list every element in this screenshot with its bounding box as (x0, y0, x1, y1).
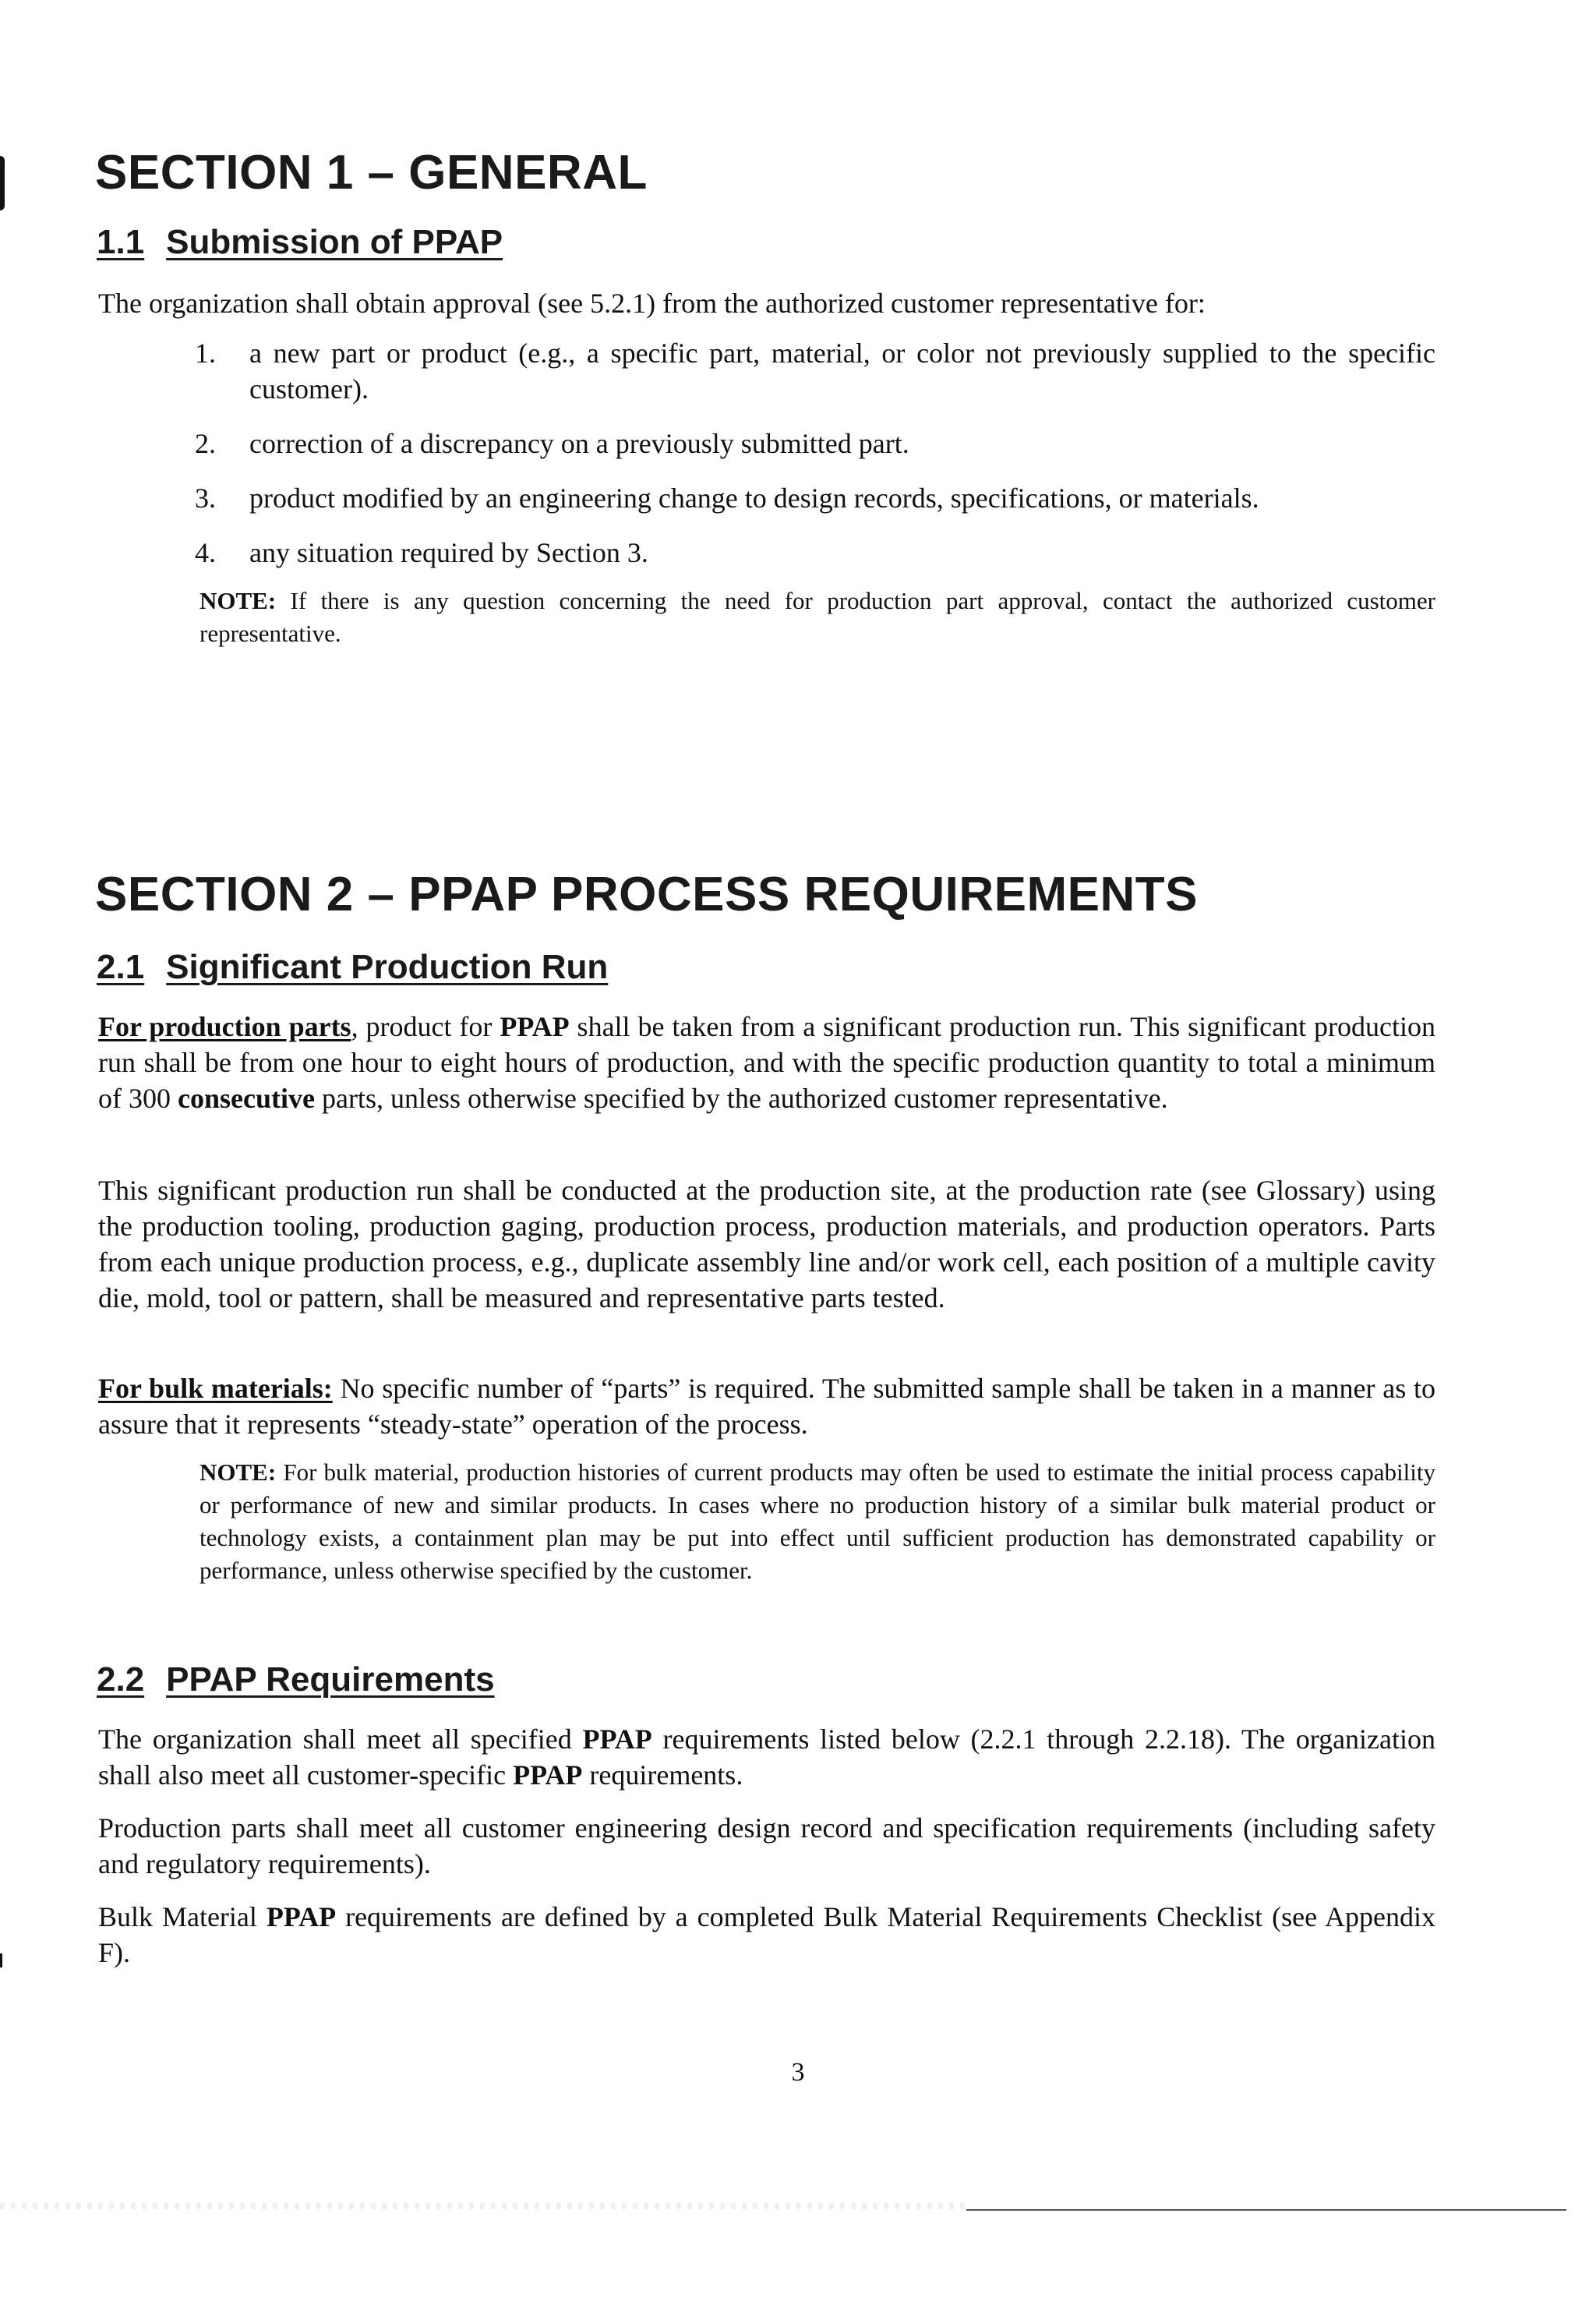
subsection-title: Significant Production Run (166, 948, 609, 986)
production-run-paragraph: This significant production run shall be conducted at the production site, at the production rate (see Glossary) using the production tooling, production gaging, production process, production materials, and production operators. Parts from each unique production process, e.g., duplicate assembly line and/or work cell, each position of a multiple cavity die, mold, tool or pattern, shall be measured and representative parts tested. (98, 1175, 1435, 1313)
section-1-heading: SECTION 1 – GENERAL (95, 146, 648, 200)
list-item: 2. correction of a discrepancy on a previously submitted part. (195, 428, 909, 459)
list-item: 3. product modified by an engineering change to design records, specifications, or materials. (195, 483, 1259, 514)
section-2-note: NOTE: For bulk material, production histories of current products may often be used to estimate the initial process capability or performance of new and similar products. In cases where no production history of a similar bulk material product or technology exists, a containment plan may be put into effect until sufficient production has demonstrated capability or performance, unless otherwise specified by the customer. (200, 1458, 1435, 1584)
scan-hole-mark (0, 156, 5, 210)
subsection-number: 1.1 (97, 223, 145, 261)
subsection-title: Submission of PPAP (166, 223, 503, 261)
note-label: NOTE: (200, 1458, 277, 1486)
submission-list (195, 335, 1435, 589)
subsection-title: PPAP Requirements (166, 1660, 495, 1699)
section-2-heading: SECTION 2 – PPAP PROCESS REQUIREMENTS (95, 868, 1198, 921)
footer-rule (966, 2209, 1566, 2211)
bulk-materials-paragraph: For bulk materials: No specific number of “parts” is required. The submitted sample shall be taken in a manner as to assure that it represents “steady-state” operation of the process. (98, 1373, 1435, 1440)
subsection-2-2-heading (97, 1660, 495, 1699)
list-item: 4. any situation required by Section 3. (195, 537, 648, 568)
section-1-intro: The organization shall obtain approval (see 5.2.1) from the authorized customer representative for: (98, 288, 1206, 319)
section-1-note: NOTE: If there is any question concerning the need for production part approval, contact the authorized customer representative. (200, 587, 1435, 647)
page-number: 3 (791, 2058, 805, 2087)
note-label: NOTE: (200, 587, 277, 614)
production-parts-requirements-paragraph: Production parts shall meet all customer engineering design record and specification requirements (including safety and regulatory requirements). (98, 1812, 1435, 1879)
ppap-requirements-paragraph: The organization shall meet all specified PPAP requirements listed below (2.2.1 through 2.2.18). The organization shall also meet all customer-specific PPAP requirements. (98, 1724, 1436, 1791)
subsection-number: 2.2 (97, 1660, 145, 1699)
list-item: 1. a new part or product (e.g., a specific part, material, or color not previously supplied to the specific customer). (195, 338, 1435, 405)
scan-edge-mark (0, 1953, 2, 1967)
bulk-material-requirements-paragraph: Bulk Material PPAP requirements are defined by a completed Bulk Material Requirements Checklist (see Appendix F). (98, 1901, 1436, 1968)
production-parts-lead: For production parts (98, 1011, 351, 1042)
scan-footer-noise (0, 2203, 966, 2209)
production-parts-paragraph: For production parts, product for PPAP shall be taken from a significant production run. This significant production run shall be from one hour to eight hours of production, and with the specific production quantity to total a minimum of 300 consecutive parts, unless otherwise specified by the authorized customer representative. (98, 1011, 1435, 1114)
bulk-materials-lead: For bulk materials: (98, 1373, 333, 1404)
subsection-2-1-heading (97, 948, 608, 987)
subsection-number: 2.1 (97, 948, 145, 986)
subsection-1-1-heading (97, 223, 503, 262)
